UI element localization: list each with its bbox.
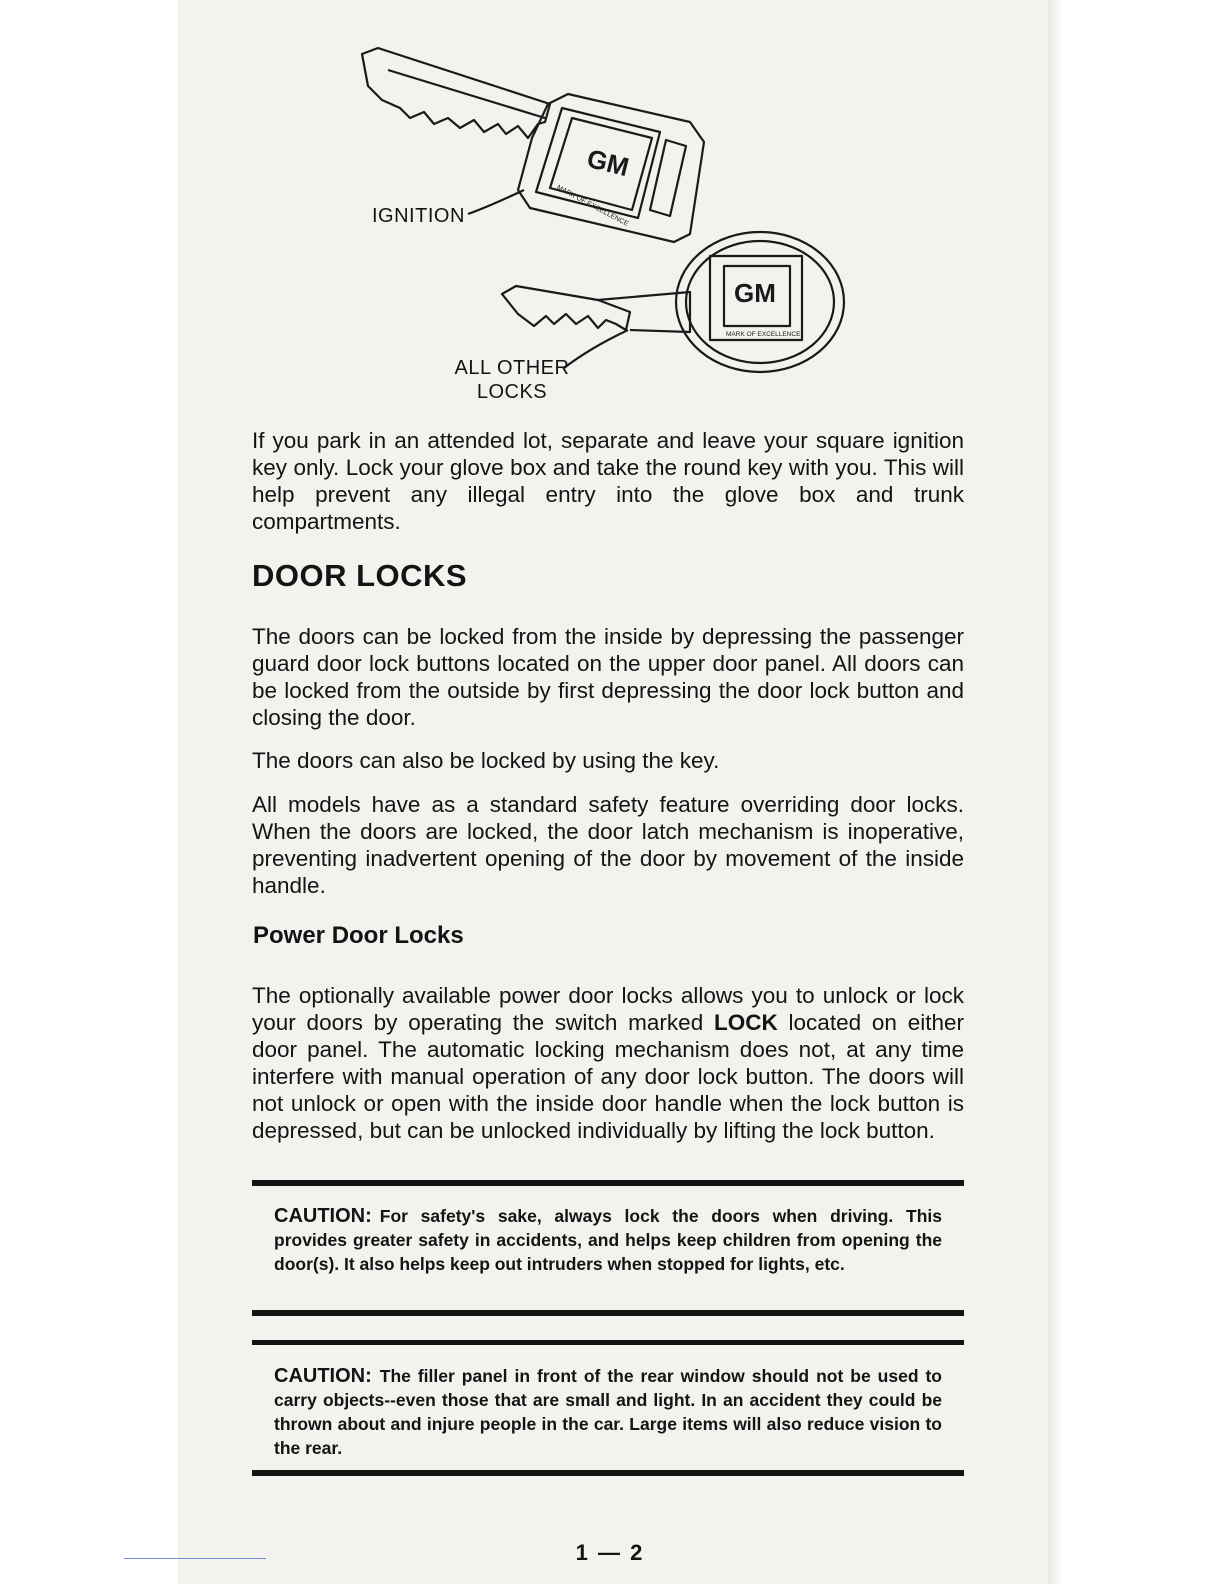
door-locks-heading: DOOR LOCKS	[252, 558, 468, 593]
other-locks-label	[450, 356, 574, 404]
caution-2-bottom-rule	[252, 1470, 964, 1476]
power-door-locks-paragraph	[252, 982, 964, 1144]
caution-2-label: CAUTION:	[274, 1365, 372, 1387]
ignition-emblem-text: GM	[584, 142, 632, 183]
ignition-label: IGNITION	[372, 205, 465, 227]
power-text-after: located on either door panel. The automatic locking mechanism does not, at any time interfere with manual operation of any door lock button. The doors will not unlock or open with the inside door handle when the lock button is depressed, but can be unlocked individually by lifting the lock button.	[252, 1010, 964, 1143]
power-text-before: The optionally available power door locks allows you to unlock or lock your doors by operating the switch marked	[252, 983, 964, 1035]
caution-2-top-rule	[252, 1340, 964, 1345]
caution-2-text: The filler panel in front of the rear window should not be used to carry objects--even those that are small and light. In an accident they could be thrown about and injure people in the car. Large items will also reduce vision to the rear.	[274, 1366, 942, 1458]
caution-1-label: CAUTION:	[274, 1205, 372, 1227]
door-locks-paragraph-1: The doors can be locked from the inside by depressing the passenger guard door lock buttons located on the upper door panel. All doors can be locked from the outside by first depressing the door lock button and closing the door.	[252, 624, 964, 730]
page-number: 1 — 2	[575, 1540, 645, 1565]
round-key-icon	[502, 232, 844, 372]
other-locks-label-line2: LOCKS	[476, 381, 548, 403]
caution-1-text: For safety's sake, always lock the doors when driving. This provides greater safety in accidents, and helps keep children from opening the door(s). It also helps keep out intruders when stopped for lights, etc.	[274, 1206, 942, 1274]
lock-switch-word: LOCK	[714, 1010, 778, 1035]
other-locks-label-line1: ALL OTHER	[454, 357, 570, 379]
power-door-locks-heading: Power Door Locks	[253, 922, 464, 949]
ignition-emblem-caption: MARK OF EXCELLENCE	[555, 184, 630, 229]
caution-1-bottom-rule	[252, 1310, 964, 1316]
round-emblem-text: GM	[734, 278, 776, 308]
round-emblem-caption: MARK OF EXCELLENCE	[726, 331, 801, 338]
door-locks-paragraph-2: The doors can also be locked by using the key.	[252, 748, 720, 773]
page-edge	[1048, 0, 1062, 1584]
door-locks-paragraph-3: All models have as a standard safety feature overriding door locks. When the doors are locked, the door latch mechanism is inoperative, preventing inadvertent opening of the door by movement of the inside handle.	[252, 792, 964, 898]
corner-underline	[124, 1558, 266, 1559]
ignition-pointer-line	[468, 190, 524, 214]
caution-2	[274, 1364, 942, 1460]
intro-paragraph: If you park in an attended lot, separate and leave your square ignition key only. Lock your glove box and take the round key with you. This will help prevent any illegal entry into the glove box and trunk compartments.	[252, 428, 964, 534]
caution-1	[274, 1204, 942, 1276]
caution-1-top-rule	[252, 1180, 964, 1186]
